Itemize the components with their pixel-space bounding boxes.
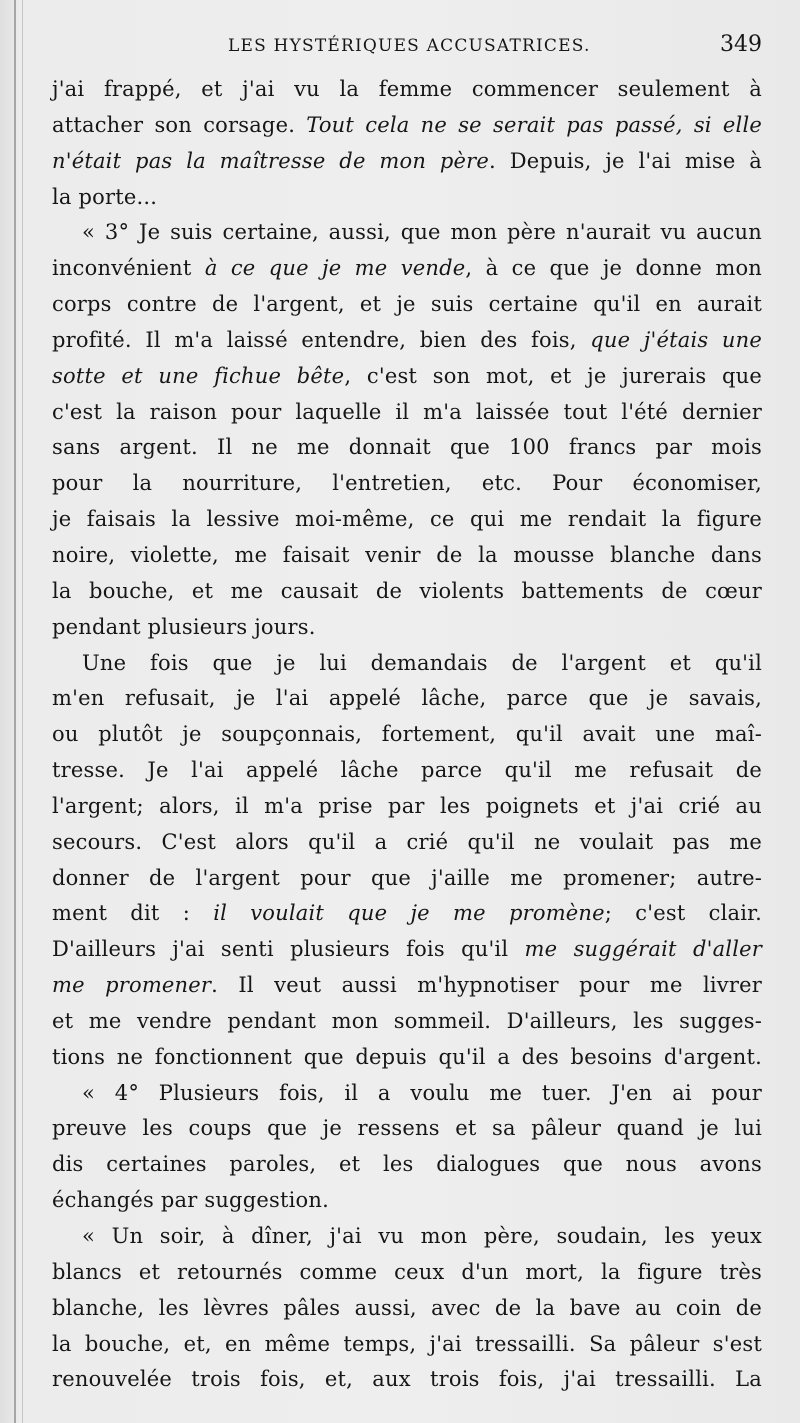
text-line — [52, 466, 762, 502]
text-line — [52, 574, 762, 610]
text-run: je faisais la lessive moi-même, ce qui me rendait la figure — [52, 507, 762, 532]
text-line — [52, 825, 762, 861]
text-line — [52, 646, 762, 682]
text-line — [52, 681, 762, 717]
text-run: la bouche, et, en même temps, j'ai tressailli. Sa pâleur s'est — [52, 1331, 762, 1356]
page-number: 349 — [720, 32, 762, 57]
text-line — [52, 1147, 762, 1183]
text-run: inconvénient — [52, 256, 205, 281]
text-run: pour la nourriture, l'entretien, etc. Pour économiser, — [52, 471, 762, 496]
text-run: tions ne fonctionnent que depuis qu'il a des besoins d'argent. — [52, 1044, 762, 1069]
text-line — [52, 502, 762, 538]
text-line — [52, 215, 762, 251]
text-run: c'est la raison pour laquelle il m'a laissée tout l'été dernier — [52, 399, 762, 424]
text-run: j'ai frappé, et j'ai vu la femme commencer seulement à — [52, 77, 762, 101]
text-line — [52, 1219, 762, 1255]
text-run: preuve les coups que je ressens et sa pâleur quand je lui — [52, 1116, 762, 1141]
text-run: dis certaines paroles, et les dialogues que nous avons — [52, 1152, 762, 1177]
text-run: échangés par suggestion. — [52, 1188, 329, 1213]
text-run: sans argent. Il ne me donnait que 100 francs par mois — [52, 435, 762, 460]
text-run: ou plutôt je soupçonnais, fortement, qu'il avait une maî- — [52, 722, 762, 747]
text-line — [52, 1291, 762, 1327]
text-run: la bouche, et me causait de violents battements de cœur — [52, 578, 762, 603]
text-run: renouvelée trois fois, et, aux trois fois, j'ai tressailli. La — [52, 1367, 762, 1392]
text-line — [52, 1111, 762, 1147]
text-run: et me vendre pendant mon sommeil. D'ailleurs, les sugges- — [52, 1008, 762, 1033]
text-run: tresse. Je l'ai appelé lâche parce qu'il me refusait de — [52, 758, 762, 783]
text-line — [52, 395, 762, 431]
text-line — [52, 1004, 762, 1040]
text-run: blancs et retournés comme ceux d'un mort, la figure très — [52, 1259, 762, 1284]
text-run: secours. C'est alors qu'il a crié qu'il ne voulait pas me — [52, 829, 762, 854]
text-line — [52, 538, 762, 574]
text-line — [52, 251, 762, 287]
text-line — [52, 287, 762, 323]
text-line — [52, 861, 762, 897]
text-line — [52, 1183, 762, 1219]
text-run: noire, violette, me faisait venir de la mousse blanche dans — [52, 542, 762, 567]
text-line — [52, 144, 762, 180]
binding-edge — [14, 0, 16, 1423]
italic-run: Tout cela ne se serait pas passé, si elle — [306, 112, 762, 137]
italic-run: il voulait que je me promène — [213, 901, 605, 926]
text-run: donner de l'argent pour que j'aille me promener; autre- — [52, 865, 762, 890]
text-run: Une fois que je lui demandais de l'argent et qu'il — [82, 650, 762, 675]
body-text — [52, 72, 762, 1398]
text-line — [52, 323, 762, 359]
text-line — [52, 1362, 762, 1398]
text-run: « Un soir, à dîner, j'ai vu mon père, soudain, les yeux — [82, 1224, 762, 1248]
text-line — [52, 753, 762, 789]
text-run: la porte... — [52, 184, 158, 209]
text-line — [52, 932, 762, 968]
text-line — [52, 1327, 762, 1363]
text-run: . Depuis, je l'ai mise à — [489, 148, 762, 173]
text-run: corps contre de l'argent, et je suis certaine qu'il en aurait — [52, 292, 762, 317]
text-run: attacher son corsage. — [52, 112, 307, 137]
text-run: , c'est son mot, et je jurerais que — [344, 363, 762, 388]
text-line — [52, 108, 762, 144]
text-run: blanche, les lèvres pâles aussi, avec de la bave au coin de — [52, 1295, 762, 1320]
italic-run: que j'étais une — [590, 327, 762, 352]
text-line — [52, 359, 762, 395]
text-line — [52, 180, 762, 216]
text-run: m'en refusait, je l'ai appelé lâche, parce que je savais, — [52, 686, 762, 711]
italic-run: me promener — [52, 973, 212, 998]
italic-run: n'était pas la maîtresse de mon père — [52, 148, 490, 173]
text-line — [52, 717, 762, 753]
italic-run: sotte et une fichue bête — [52, 363, 345, 388]
text-line — [52, 1076, 762, 1112]
text-run: ment dit : — [52, 901, 214, 926]
text-line — [52, 1040, 762, 1076]
text-line — [52, 896, 762, 932]
italic-run: me suggérait d'aller — [524, 937, 763, 962]
text-run: profité. Il m'a laissé entendre, bien des fois, — [52, 327, 591, 352]
text-run: pendant plusieurs jours. — [52, 614, 316, 639]
text-line — [52, 610, 762, 646]
text-run: « 4° Plusieurs fois, il a voulu me tuer. J'en ai pour — [82, 1080, 762, 1105]
text-line — [52, 72, 762, 108]
text-line — [52, 430, 762, 466]
italic-run: à ce que je me vende — [204, 256, 466, 281]
text-run: D'ailleurs j'ai senti plusieurs fois qu'il — [52, 937, 525, 962]
text-run: l'argent; alors, il m'a prise par les poignets et j'ai crié au — [52, 793, 762, 818]
text-line — [52, 968, 762, 1004]
text-run: ; c'est clair. — [604, 901, 762, 926]
text-run: . Il veut aussi m'hypnotiser pour me livrer — [211, 973, 762, 998]
text-run: « 3° Je suis certaine, aussi, que mon père n'aurait vu aucun — [82, 220, 762, 245]
running-title: LES HYSTÉRIQUES ACCUSATRICES. — [228, 36, 591, 56]
binding-edge-inner — [22, 0, 23, 1423]
page-header — [52, 30, 762, 64]
text-line — [52, 1255, 762, 1291]
text-line — [52, 789, 762, 825]
text-run: , à ce que je donne mon — [465, 256, 763, 281]
